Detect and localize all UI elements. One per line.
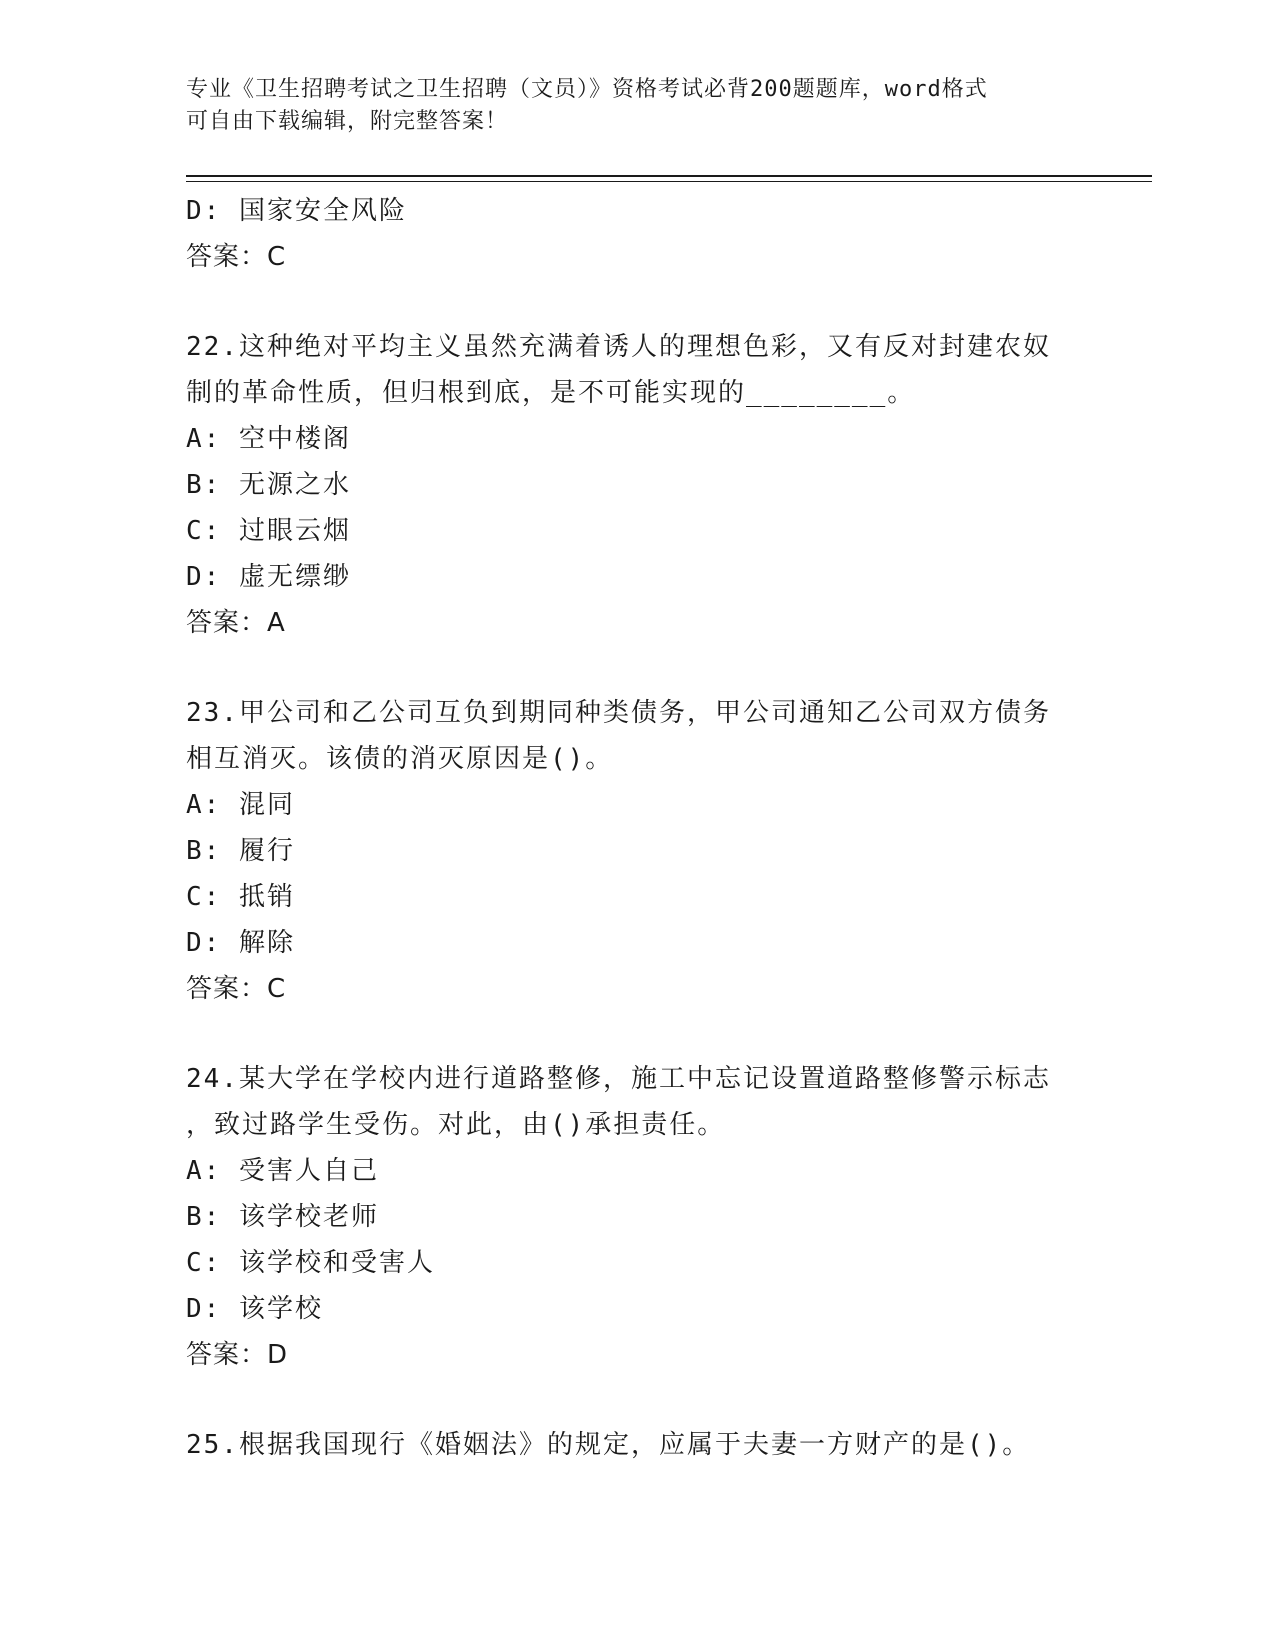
spacer	[186, 280, 1086, 324]
question-list	[186, 188, 1086, 1468]
option-d: D: 虚无缥缈	[186, 562, 351, 592]
spacer	[186, 646, 1086, 690]
option-b: B: 履行	[186, 836, 295, 866]
option-d: D: 解除	[186, 928, 295, 958]
question-text-line-1: 23.甲公司和乙公司互负到期同种类债务，甲公司通知乙公司双方债务	[186, 698, 1051, 728]
header-line-2: 可自由下载编辑，附完整答案！	[186, 109, 509, 134]
question-text-line-2: ，致过路学生受伤。对此，由()承担责任。	[186, 1110, 726, 1140]
header-line-1: 专业《卫生招聘考试之卫生招聘（文员）》资格考试必背200题题库，word格式	[186, 77, 988, 102]
spacer	[186, 1378, 1086, 1422]
header-divider-thick	[186, 175, 1152, 177]
question-text-line-1: 24.某大学在学校内进行道路整修，施工中忘记设置道路整修警示标志	[186, 1064, 1051, 1094]
option-c: C: 该学校和受害人	[186, 1248, 435, 1278]
document-header	[186, 74, 1066, 138]
answer-label: 答案：A	[186, 608, 286, 638]
question-21-tail	[186, 188, 1086, 280]
header-divider-thin	[186, 181, 1152, 182]
question-text-line-2: 相互消灭。该债的消灭原因是()。	[186, 744, 614, 774]
option-a: A: 混同	[186, 790, 295, 820]
option-b: B: 无源之水	[186, 470, 351, 500]
option-d: D: 该学校	[186, 1294, 323, 1324]
question-text-line-1: 22.这种绝对平均主义虽然充满着诱人的理想色彩，又有反对封建农奴	[186, 332, 1051, 362]
question-24	[186, 1056, 1086, 1378]
option-c: C: 过眼云烟	[186, 516, 351, 546]
question-25	[186, 1422, 1086, 1468]
answer-label: 答案：C	[186, 242, 287, 272]
question-text-line-2: 制的革命性质，但归根到底，是不可能实现的________。	[186, 378, 916, 408]
question-22	[186, 324, 1086, 646]
option-d: D: 国家安全风险	[186, 196, 407, 226]
option-b: B: 该学校老师	[186, 1202, 379, 1232]
option-c: C: 抵销	[186, 882, 295, 912]
option-a: A: 空中楼阁	[186, 424, 351, 454]
answer-label: 答案：C	[186, 974, 287, 1004]
question-23	[186, 690, 1086, 1012]
question-text-line-1: 25.根据我国现行《婚姻法》的规定，应属于夫妻一方财产的是()。	[186, 1430, 1031, 1460]
option-a: A: 受害人自己	[186, 1156, 379, 1186]
spacer	[186, 1012, 1086, 1056]
answer-label: 答案：D	[186, 1340, 289, 1370]
